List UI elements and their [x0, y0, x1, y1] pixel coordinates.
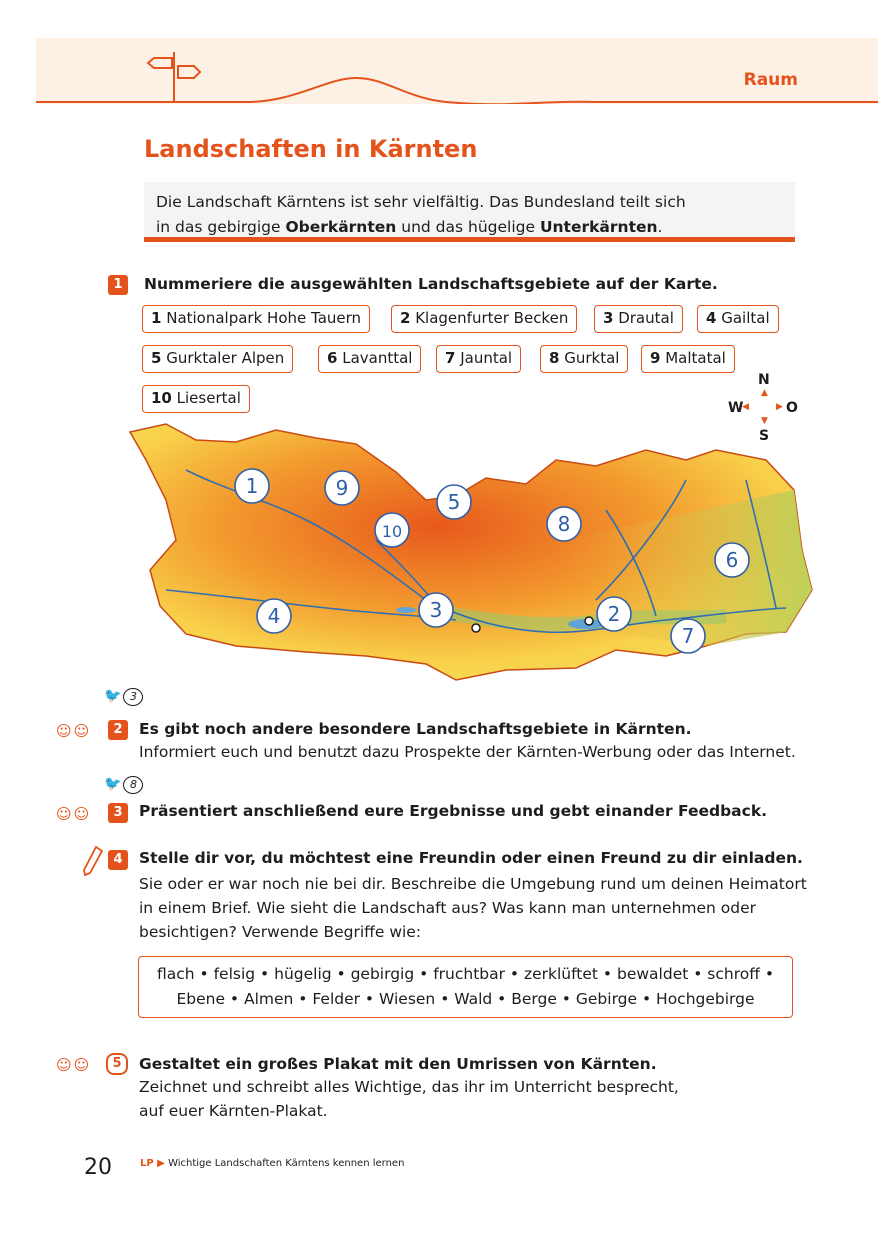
map-marker-2: [597, 597, 631, 631]
intro-box: [144, 182, 795, 242]
bird-tag: 3: [123, 688, 143, 706]
svg-text:2: 2: [607, 602, 621, 626]
map-marker-4: [257, 599, 291, 633]
arrow-up-icon: ▲: [761, 388, 768, 398]
bird-mascot-task-2: [104, 688, 143, 706]
vocabulary-box: [138, 956, 793, 1018]
svg-text:9: 9: [335, 476, 349, 500]
landscape-chip-8: 8 Gurktal: [540, 345, 628, 373]
task-2-body: Informiert euch und benutzt dazu Prospekte der Kärnten-Werbung oder das Internet.: [139, 743, 796, 761]
task-1-heading: Nummeriere die ausgewählten Landschaftsgebiete auf der Karte.: [144, 275, 718, 293]
landscape-chip-1: 1 Nationalpark Hohe Tauern: [142, 305, 370, 333]
bird-icon: 🐦: [104, 688, 122, 704]
task-3-heading: Präsentiert anschließend eure Ergebnisse und gebt einander Feedback.: [139, 802, 768, 820]
partner-work-icon: ☺☺: [56, 805, 92, 823]
map-marker-7: [671, 619, 705, 653]
landscape-chip-4: 4 Gailtal: [697, 305, 779, 333]
footer-note: [140, 1158, 404, 1169]
task-4-line-1: Sie oder er war noch nie bei dir. Beschreibe die Umgebung rund um deinen Heimatort: [139, 875, 807, 893]
svg-text:8: 8: [557, 512, 571, 536]
map-marker-9: [325, 471, 359, 505]
task-4-line-3: besichtigen? Verwende Begriffe wie:: [139, 923, 422, 941]
svg-text:7: 7: [681, 624, 695, 648]
compass-west: W: [728, 400, 744, 416]
svg-text:5: 5: [447, 490, 461, 514]
task-4-body: [139, 872, 807, 944]
task-4-heading: Stelle dir vor, du möchtest eine Freundin oder einen Freund zu dir einladen.: [139, 849, 803, 867]
task-1-badge: 1: [108, 275, 128, 295]
section-label: Raum: [743, 70, 798, 90]
svg-text:4: 4: [267, 604, 281, 628]
task-5-badge: 5: [106, 1053, 128, 1075]
landscape-chip-10: 10 Liesertal: [142, 385, 250, 413]
map-marker-3: [419, 593, 453, 627]
arrow-down-icon: ▼: [761, 416, 768, 426]
task-5-body: [139, 1075, 679, 1123]
bird-mascot-task-3: [104, 776, 143, 794]
task-4-badge: 4: [108, 850, 128, 870]
arrow-right-icon: ▶: [776, 402, 783, 412]
task-5-heading: Gestaltet ein großes Plakat mit den Umrissen von Kärnten.: [139, 1055, 657, 1073]
svg-text:6: 6: [725, 548, 739, 572]
intro-line-2: in das gebirgige Oberkärnten und das hügelige Unterkärnten.: [156, 218, 663, 236]
landscape-chip-3: 3 Drautal: [594, 305, 683, 333]
pencil-icon: [82, 845, 104, 877]
landscape-chip-2: 2 Klagenfurter Becken: [391, 305, 577, 333]
bird-tag: 8: [123, 776, 143, 794]
intro-line-1: Die Landschaft Kärntens ist sehr vielfältig. Das Bundesland teilt sich: [156, 193, 686, 211]
page-title: Landschaften in Kärnten: [144, 135, 478, 163]
landscape-chip-5: 5 Gurktaler Alpen: [142, 345, 293, 373]
map-marker-1: [235, 469, 269, 503]
compass-north: N: [758, 372, 770, 388]
city-marker-klagenfurt: [585, 617, 593, 625]
map-marker-8: [547, 507, 581, 541]
map-marker-5: [437, 485, 471, 519]
landscape-chip-9: 9 Maltatal: [641, 345, 735, 373]
landscape-chip-7: 7 Jauntal: [436, 345, 521, 373]
svg-text:1: 1: [245, 474, 259, 498]
task-4-line-2: in einem Brief. Wie sieht die Landschaft aus? Was kann man unternehmen oder: [139, 899, 757, 917]
task-5-line-1: Zeichnet und schreibt alles Wichtige, das ihr im Unterricht besprecht,: [139, 1078, 679, 1096]
map-marker-6: [715, 543, 749, 577]
curriculum-tag: LP ▶: [140, 1158, 165, 1169]
vocabulary-line-2: Ebene • Almen • Felder • Wiesen • Wald • Berge • Gebirge • Hochgebirge: [176, 990, 755, 1008]
task-2-heading: Es gibt noch andere besondere Landschaftsgebiete in Kärnten.: [139, 720, 692, 738]
task-2-badge: 2: [108, 720, 128, 740]
partner-work-icon: ☺☺: [56, 1056, 92, 1074]
page-number: 20: [84, 1155, 112, 1180]
partner-work-icon: ☺☺: [56, 722, 92, 740]
task-5-line-2: auf euer Kärnten-Plakat.: [139, 1102, 328, 1120]
map-marker-10: [375, 513, 409, 547]
footer-text: Wichtige Landschaften Kärntens kennen lernen: [168, 1158, 405, 1169]
svg-text:3: 3: [429, 598, 443, 622]
landscape-chip-6: 6 Lavanttal: [318, 345, 421, 373]
vocabulary-line-1: flach • felsig • hügelig • gebirgig • fruchtbar • zerklüftet • bewaldet • schroff •: [157, 965, 774, 983]
compass-east: O: [786, 400, 798, 416]
bird-icon: 🐦: [104, 776, 122, 792]
task-3-badge: 3: [108, 803, 128, 823]
signpost-icon: [142, 50, 206, 104]
carinthia-map: [126, 420, 816, 690]
compass-south: S: [759, 428, 770, 444]
svg-text:10: 10: [381, 522, 403, 541]
arrow-left-icon: ◀: [742, 402, 749, 412]
city-marker-villach: [472, 624, 480, 632]
